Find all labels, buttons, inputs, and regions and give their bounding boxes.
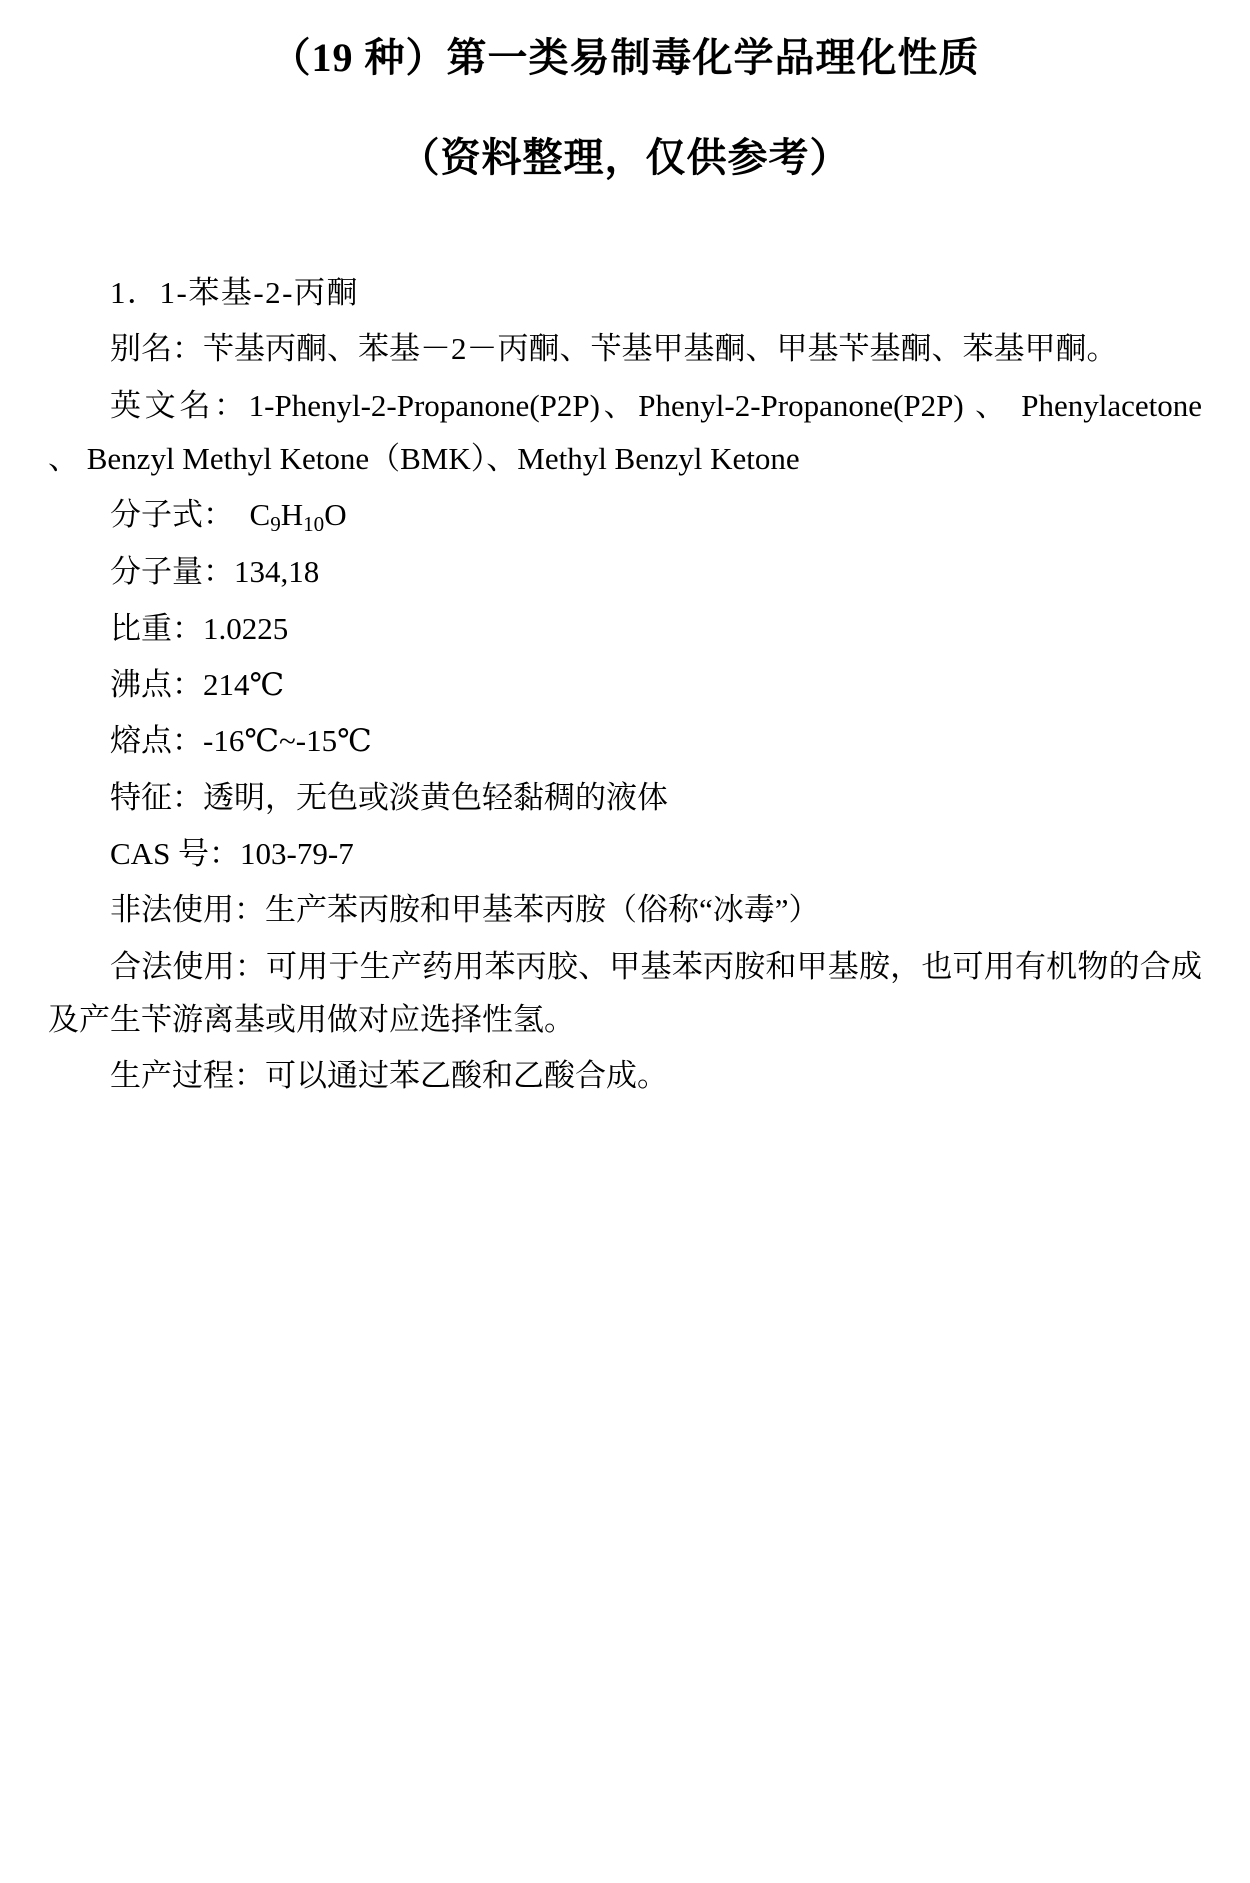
- document-body: [48, 266, 1202, 1103]
- molecular-weight-paragraph: 分子量：134,18: [110, 554, 320, 590]
- molecular-formula-paragraph: [48, 488, 1202, 542]
- page-title-line-2: （资料整理，仅供参考）: [399, 135, 851, 180]
- specific-gravity-paragraph: 比重：1.0225: [110, 610, 289, 646]
- alias-paragraph: 别名：苄基丙酮、苯基－2－丙酮、苄基甲基酮、甲基苄基酮、苯基甲酮。: [110, 331, 1118, 367]
- cas-number-paragraph: CAS 号：103-79-7: [110, 835, 354, 871]
- production-process-paragraph: 生产过程：可以通过苯乙酸和乙酸合成。: [110, 1058, 668, 1094]
- molecular-formula-value: $C_9H_{10}O$: [249, 497, 347, 537]
- molecular-formula-label: 分子式：: [110, 497, 234, 533]
- legal-use-paragraph: 合法使用：可用于生产药用苯丙胶、甲基苯丙胺和甲基胺，也可用有机物的合成及产生苄游离基或用做对应选择性氢。: [48, 948, 1202, 1037]
- characteristics-paragraph: 特征：透明，无色或淡黄色轻黏稠的液体: [110, 779, 668, 815]
- illegal-use-paragraph: 非法使用：生产苯丙胺和甲基苯丙胺（俗称“冰毒”）: [110, 892, 820, 928]
- page-title-line-1: （19 种）第一类易制毒化学品理化性质: [270, 35, 980, 80]
- english-name-paragraph: 英文名：1-Phenyl-2-Propanone(P2P)、Phenyl-2-Propanone(P2P) 、 Phenylacetone 、 Benzyl Methyl Ketone（BMK）、Methyl Benzyl Ketone: [48, 387, 1202, 476]
- boiling-point-paragraph: 沸点：214℃: [110, 667, 285, 703]
- melting-point-paragraph: 熔点：-16℃~-15℃: [110, 723, 372, 759]
- entry-heading: 1．1-苯基-2-丙酮: [110, 275, 359, 310]
